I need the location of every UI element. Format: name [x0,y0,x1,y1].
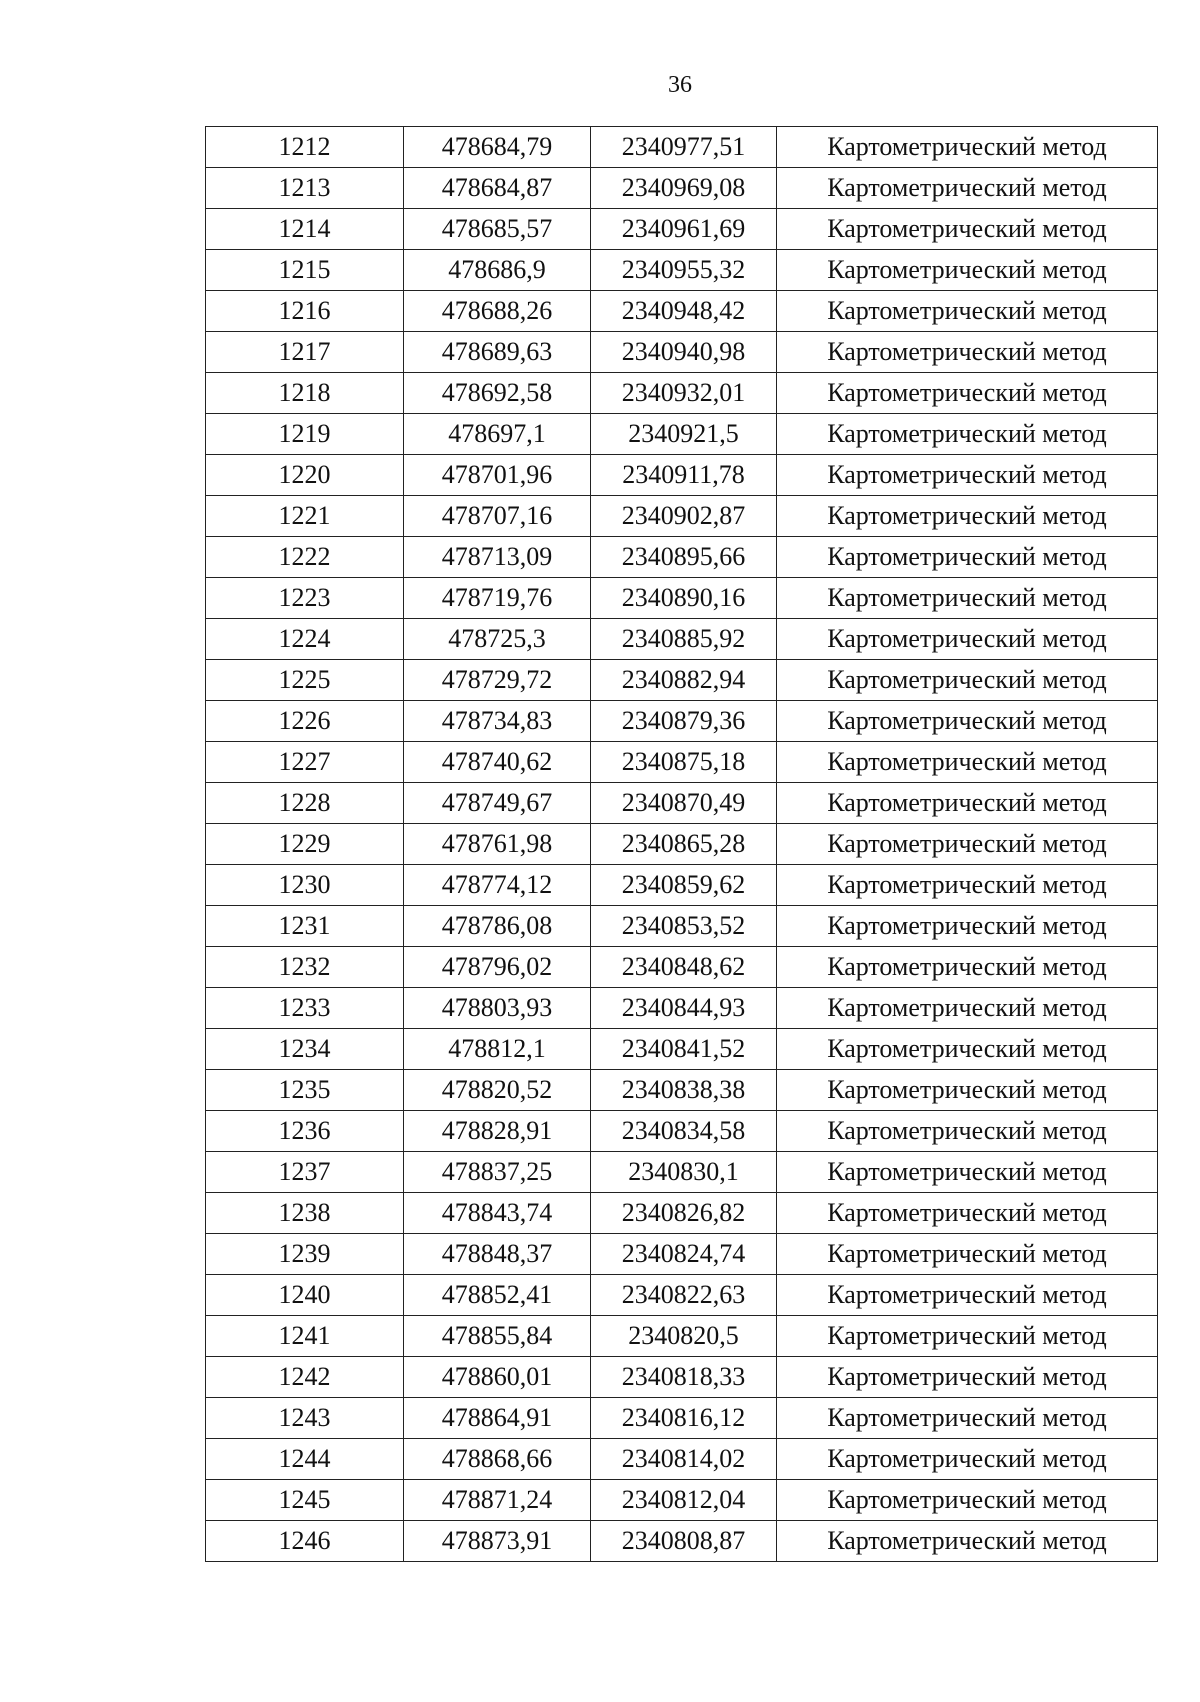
table-row [206,168,1158,209]
y-coordinate-cell: 2340911,78 [591,455,777,496]
x-coordinate-cell: 478719,76 [404,578,591,619]
point-number-cell: 1230 [206,865,404,906]
method-cell: Картометрический метод [777,127,1158,168]
y-coordinate-cell: 2340859,62 [591,865,777,906]
y-coordinate-cell: 2340969,08 [591,168,777,209]
x-coordinate-cell: 478871,24 [404,1480,591,1521]
x-coordinate-cell: 478684,87 [404,168,591,209]
method-cell: Картометрический метод [777,824,1158,865]
x-coordinate-cell: 478749,67 [404,783,591,824]
x-coordinate-cell: 478729,72 [404,660,591,701]
table-row [206,1480,1158,1521]
y-coordinate-cell: 2340841,52 [591,1029,777,1070]
point-number-cell: 1215 [206,250,404,291]
method-cell: Картометрический метод [777,537,1158,578]
x-coordinate-cell: 478873,91 [404,1521,591,1562]
y-coordinate-cell: 2340818,33 [591,1357,777,1398]
y-coordinate-cell: 2340830,1 [591,1152,777,1193]
table-row [206,1316,1158,1357]
x-coordinate-cell: 478820,52 [404,1070,591,1111]
method-cell: Картометрический метод [777,947,1158,988]
x-coordinate-cell: 478803,93 [404,988,591,1029]
y-coordinate-cell: 2340882,94 [591,660,777,701]
table-row [206,619,1158,660]
y-coordinate-cell: 2340826,82 [591,1193,777,1234]
y-coordinate-cell: 2340820,5 [591,1316,777,1357]
point-number-cell: 1219 [206,414,404,455]
table-row [206,1521,1158,1562]
x-coordinate-cell: 478786,08 [404,906,591,947]
method-cell: Картометрический метод [777,455,1158,496]
method-cell: Картометрический метод [777,250,1158,291]
point-number-cell: 1213 [206,168,404,209]
point-number-cell: 1243 [206,1398,404,1439]
method-cell: Картометрический метод [777,496,1158,537]
x-coordinate-cell: 478713,09 [404,537,591,578]
y-coordinate-cell: 2340890,16 [591,578,777,619]
method-cell: Картометрический метод [777,1357,1158,1398]
table-row [206,373,1158,414]
method-cell: Картометрический метод [777,332,1158,373]
x-coordinate-cell: 478843,74 [404,1193,591,1234]
table-row [206,1357,1158,1398]
point-number-cell: 1242 [206,1357,404,1398]
table-row [206,127,1158,168]
table-row [206,496,1158,537]
point-number-cell: 1246 [206,1521,404,1562]
x-coordinate-cell: 478684,79 [404,127,591,168]
x-coordinate-cell: 478848,37 [404,1234,591,1275]
table-row [206,865,1158,906]
x-coordinate-cell: 478688,26 [404,291,591,332]
point-number-cell: 1232 [206,947,404,988]
table-row [206,1439,1158,1480]
method-cell: Картометрический метод [777,1152,1158,1193]
x-coordinate-cell: 478828,91 [404,1111,591,1152]
y-coordinate-cell: 2340940,98 [591,332,777,373]
y-coordinate-cell: 2340921,5 [591,414,777,455]
table-row [206,742,1158,783]
x-coordinate-cell: 478774,12 [404,865,591,906]
x-coordinate-cell: 478740,62 [404,742,591,783]
y-coordinate-cell: 2340812,04 [591,1480,777,1521]
coordinates-table-body [206,127,1158,1562]
point-number-cell: 1241 [206,1316,404,1357]
method-cell: Картометрический метод [777,291,1158,332]
point-number-cell: 1228 [206,783,404,824]
x-coordinate-cell: 478734,83 [404,701,591,742]
table-row [206,537,1158,578]
table-row [206,947,1158,988]
point-number-cell: 1220 [206,455,404,496]
method-cell: Картометрический метод [777,619,1158,660]
y-coordinate-cell: 2340814,02 [591,1439,777,1480]
x-coordinate-cell: 478725,3 [404,619,591,660]
table-row [206,414,1158,455]
method-cell: Картометрический метод [777,414,1158,455]
table-row [206,1398,1158,1439]
point-number-cell: 1223 [206,578,404,619]
y-coordinate-cell: 2340816,12 [591,1398,777,1439]
table-row [206,250,1158,291]
point-number-cell: 1236 [206,1111,404,1152]
method-cell: Картометрический метод [777,906,1158,947]
point-number-cell: 1235 [206,1070,404,1111]
method-cell: Картометрический метод [777,988,1158,1029]
table-row [206,1029,1158,1070]
point-number-cell: 1240 [206,1275,404,1316]
table-row [206,1275,1158,1316]
y-coordinate-cell: 2340948,42 [591,291,777,332]
method-cell: Картометрический метод [777,1193,1158,1234]
page-number: 36 [668,72,692,98]
y-coordinate-cell: 2340885,92 [591,619,777,660]
method-cell: Картометрический метод [777,209,1158,250]
x-coordinate-cell: 478685,57 [404,209,591,250]
y-coordinate-cell: 2340895,66 [591,537,777,578]
x-coordinate-cell: 478864,91 [404,1398,591,1439]
x-coordinate-cell: 478837,25 [404,1152,591,1193]
method-cell: Картометрический метод [777,701,1158,742]
y-coordinate-cell: 2340870,49 [591,783,777,824]
method-cell: Картометрический метод [777,373,1158,414]
y-coordinate-cell: 2340875,18 [591,742,777,783]
method-cell: Картометрический метод [777,1439,1158,1480]
point-number-cell: 1233 [206,988,404,1029]
point-number-cell: 1217 [206,332,404,373]
point-number-cell: 1222 [206,537,404,578]
point-number-cell: 1226 [206,701,404,742]
x-coordinate-cell: 478697,1 [404,414,591,455]
y-coordinate-cell: 2340853,52 [591,906,777,947]
x-coordinate-cell: 478812,1 [404,1029,591,1070]
method-cell: Картометрический метод [777,1398,1158,1439]
method-cell: Картометрический метод [777,865,1158,906]
y-coordinate-cell: 2340824,74 [591,1234,777,1275]
method-cell: Картометрический метод [777,1029,1158,1070]
point-number-cell: 1231 [206,906,404,947]
table-row [206,332,1158,373]
table-row [206,1152,1158,1193]
point-number-cell: 1239 [206,1234,404,1275]
point-number-cell: 1237 [206,1152,404,1193]
point-number-cell: 1234 [206,1029,404,1070]
y-coordinate-cell: 2340808,87 [591,1521,777,1562]
y-coordinate-cell: 2340848,62 [591,947,777,988]
table-row [206,291,1158,332]
table-row [206,988,1158,1029]
x-coordinate-cell: 478860,01 [404,1357,591,1398]
method-cell: Картометрический метод [777,578,1158,619]
point-number-cell: 1214 [206,209,404,250]
y-coordinate-cell: 2340844,93 [591,988,777,1029]
point-number-cell: 1227 [206,742,404,783]
y-coordinate-cell: 2340961,69 [591,209,777,250]
table-row [206,1234,1158,1275]
table-row [206,906,1158,947]
y-coordinate-cell: 2340955,32 [591,250,777,291]
point-number-cell: 1245 [206,1480,404,1521]
point-number-cell: 1238 [206,1193,404,1234]
x-coordinate-cell: 478689,63 [404,332,591,373]
x-coordinate-cell: 478692,58 [404,373,591,414]
method-cell: Картометрический метод [777,783,1158,824]
x-coordinate-cell: 478852,41 [404,1275,591,1316]
y-coordinate-cell: 2340902,87 [591,496,777,537]
method-cell: Картометрический метод [777,168,1158,209]
table-row [206,1111,1158,1152]
method-cell: Картометрический метод [777,660,1158,701]
x-coordinate-cell: 478868,66 [404,1439,591,1480]
point-number-cell: 1225 [206,660,404,701]
table-row [206,1193,1158,1234]
x-coordinate-cell: 478761,98 [404,824,591,865]
table-row [206,455,1158,496]
coordinates-table [205,126,1158,1562]
method-cell: Картометрический метод [777,1070,1158,1111]
method-cell: Картометрический метод [777,1111,1158,1152]
method-cell: Картометрический метод [777,1275,1158,1316]
point-number-cell: 1216 [206,291,404,332]
method-cell: Картометрический метод [777,1480,1158,1521]
y-coordinate-cell: 2340879,36 [591,701,777,742]
point-number-cell: 1244 [206,1439,404,1480]
table-row [206,578,1158,619]
method-cell: Картометрический метод [777,1316,1158,1357]
x-coordinate-cell: 478701,96 [404,455,591,496]
table-row [206,824,1158,865]
x-coordinate-cell: 478686,9 [404,250,591,291]
point-number-cell: 1224 [206,619,404,660]
table-row [206,701,1158,742]
point-number-cell: 1212 [206,127,404,168]
table-row [206,660,1158,701]
y-coordinate-cell: 2340865,28 [591,824,777,865]
method-cell: Картометрический метод [777,1521,1158,1562]
y-coordinate-cell: 2340932,01 [591,373,777,414]
method-cell: Картометрический метод [777,742,1158,783]
table-row [206,783,1158,824]
point-number-cell: 1229 [206,824,404,865]
method-cell: Картометрический метод [777,1234,1158,1275]
point-number-cell: 1221 [206,496,404,537]
table-row [206,1070,1158,1111]
y-coordinate-cell: 2340977,51 [591,127,777,168]
y-coordinate-cell: 2340834,58 [591,1111,777,1152]
point-number-cell: 1218 [206,373,404,414]
x-coordinate-cell: 478855,84 [404,1316,591,1357]
table-row [206,209,1158,250]
x-coordinate-cell: 478707,16 [404,496,591,537]
y-coordinate-cell: 2340822,63 [591,1275,777,1316]
x-coordinate-cell: 478796,02 [404,947,591,988]
y-coordinate-cell: 2340838,38 [591,1070,777,1111]
